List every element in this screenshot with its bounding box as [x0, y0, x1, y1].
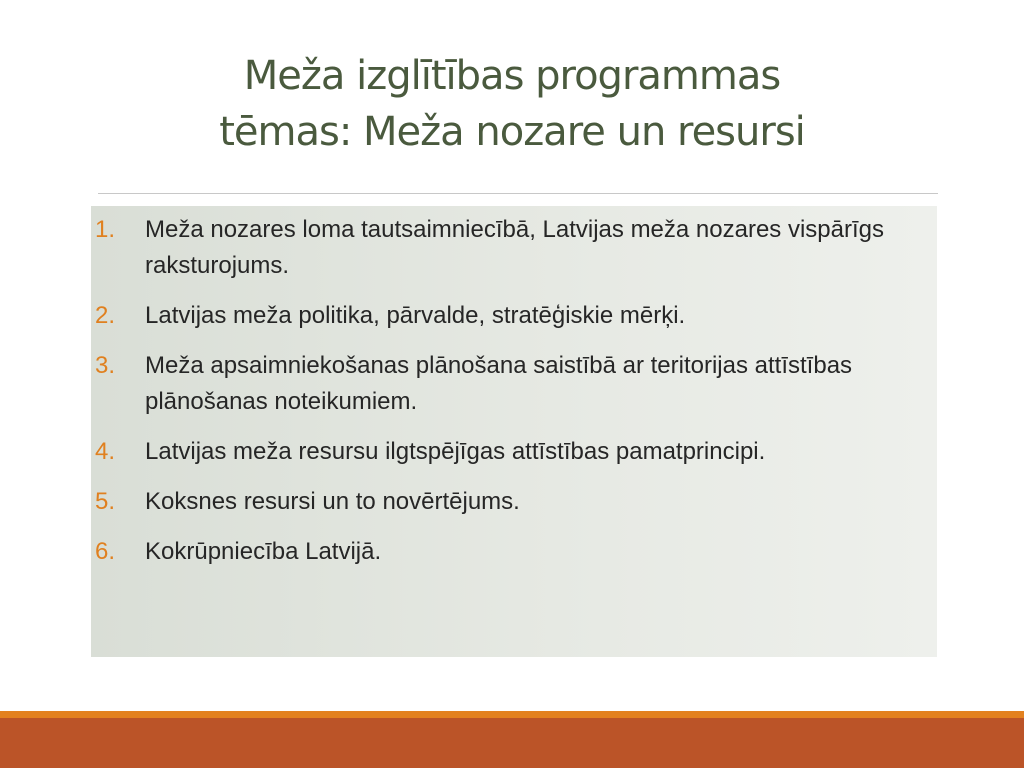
list-item-text: Koksnes resursi un to novērtējums. [145, 488, 520, 515]
list-number: 5. [95, 488, 116, 515]
topic-list [91, 212, 937, 584]
title-line-1: Meža izglītības programmas [243, 53, 781, 99]
list-number: 3. [95, 352, 116, 379]
list-item [91, 348, 937, 420]
footer-band [0, 718, 1024, 768]
list-number: 2. [95, 302, 116, 329]
list-item-text: Latvijas meža politika, pārvalde, stratēģiskie mērķi. [145, 302, 686, 329]
list-item [91, 298, 937, 334]
list-item [91, 434, 937, 470]
list-number: 6. [95, 538, 116, 565]
list-number: 4. [95, 438, 116, 465]
footer-accent-stripe [0, 711, 1024, 718]
list-number: 1. [95, 216, 116, 243]
list-item-text: Latvijas meža resursu ilgtspējīgas attīstības pamatprincipi. [145, 438, 766, 465]
title-line-2: tēmas: Meža nozare un resursi [219, 109, 805, 155]
list-item [91, 534, 937, 570]
list-item-text: Meža nozares loma tautsaimniecībā, Latvijas meža nozares vispārīgs raksturojums. [145, 216, 885, 279]
list-item-text: Meža apsaimniekošanas plānošana saistībā ar teritorijas attīstības plānošanas noteikumiem. [145, 352, 853, 415]
list-item-text: Kokrūpniecība Latvijā. [145, 538, 382, 565]
title-divider [98, 193, 938, 194]
slide-title [60, 48, 964, 160]
list-item [91, 212, 937, 284]
list-item [91, 484, 937, 520]
